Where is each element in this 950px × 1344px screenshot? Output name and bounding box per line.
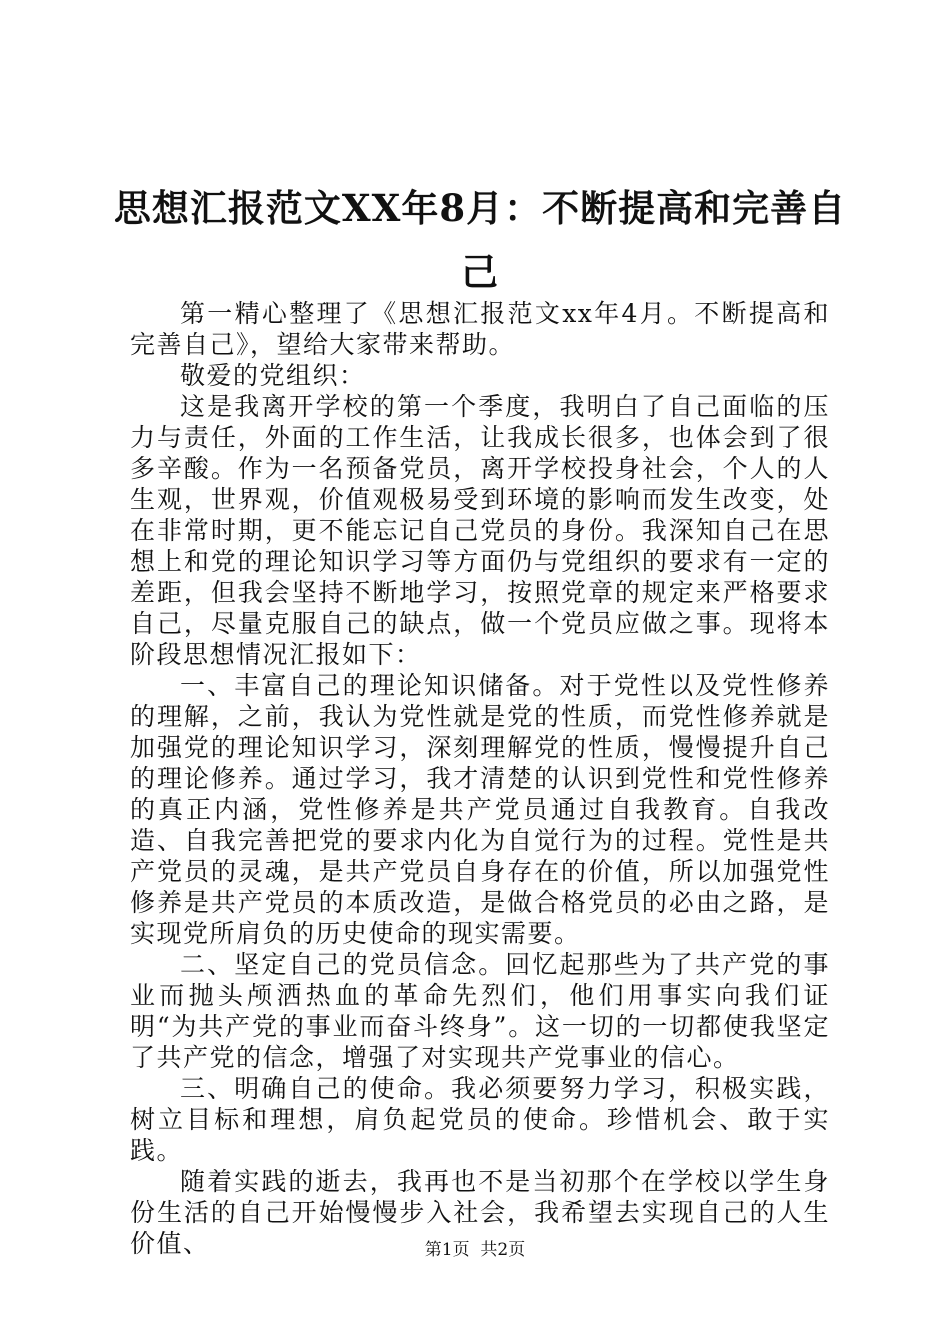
body-paragraph: 二、坚定自己的党员信念。回忆起那些为了共产党的事业而抛头颅洒热血的革命先烈们，他们用事实向我们证明“为共产党的事业而奋斗终身”。这一切的一切都使我坚定了共产党的信念，增强了对实现共产党事业的信心。 [130, 950, 830, 1072]
document-body [130, 298, 830, 1259]
salutation: 敬爱的党组织： [180, 361, 366, 390]
intro-paragraph: 第一精心整理了《思想汇报范文xx年4月。不断提高和完善自己》，望给大家带来帮助。 [130, 299, 830, 359]
body-paragraph: 一、丰富自己的理论知识储备。对于党性以及党性修养的理解，之前，我认为党性就是党的性质，而党性修养就是加强党的理论知识学习，深刻理解党的性质，慢慢提升自己的理论修养。通过学习，我才清楚的认识到党性和党性修养的真正内涵，党性修养是共产党员通过自我教育。自我改造、自我完善把党的要求内化为自觉行为的过程。党性是共产党员的灵魂，是共产党员自身存在的价值，所以加强党性修养是共产党员的本质改造，是做合格党员的必由之路，是实现党所肩负的历史使命的现实需要。 [130, 671, 830, 948]
document-title: 思想汇报范文XX年8月：不断提高和完善自己 [113, 186, 847, 294]
page-number-footer: 第1页 共2页 [424, 1240, 526, 1260]
body-paragraph: 这是我离开学校的第一个季度，我明白了自己面临的压力与责任，外面的工作生活，让我成长很多，也体会到了很多辛酸。作为一名预备党员，离开学校投身社会，个人的人生观，世界观，价值观极易受到环境的影响而发生改变，处在非常时期，更不能忘记自己党员的身份。我深知自己在思想上和党的理论知识学习等方面仍与党组织的要求有一定的差距，但我会坚持不断地学习，按照党章的规定来严格要求自己，尽量克服自己的缺点，做一个党员应做之事。现将本阶段思想情况汇报如下： [130, 392, 830, 669]
body-paragraph: 三、明确自己的使命。我必须要努力学习，积极实践，树立目标和理想，肩负起党员的使命。珍惜机会、敢于实践。 [130, 1074, 830, 1165]
body-paragraph: 随着实践的逝去，我再也不是当初那个在学校以学生身份生活的自己开始慢慢步入社会，我希望去实现自己的人生价值、 [130, 1167, 830, 1258]
